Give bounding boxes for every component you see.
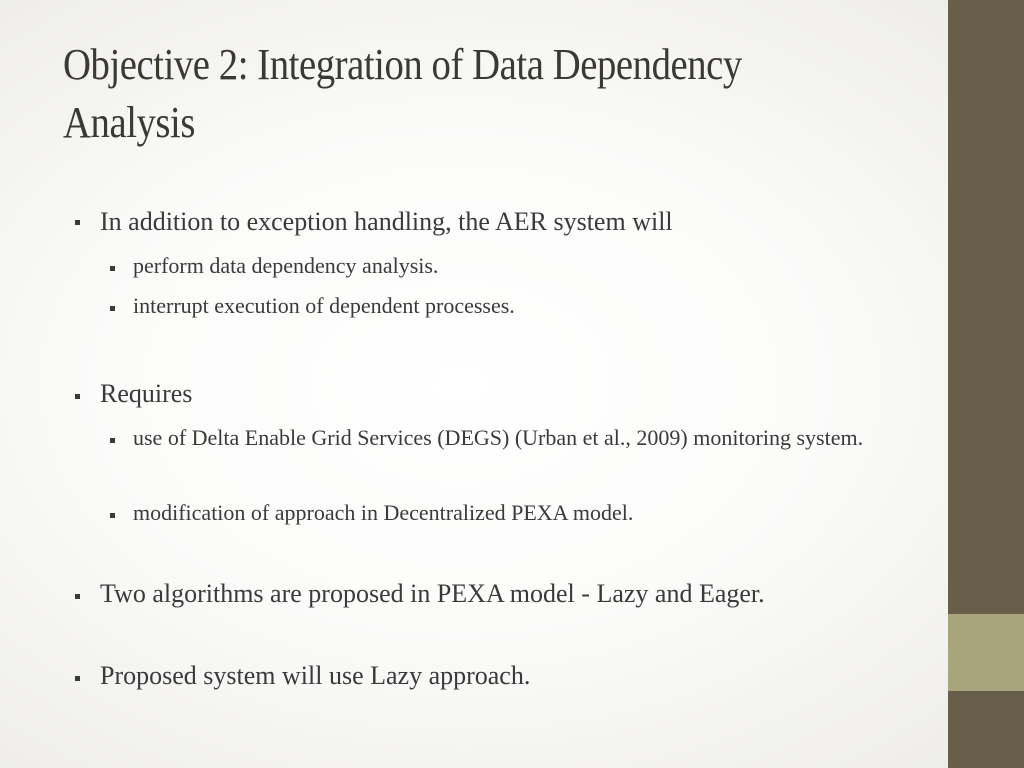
bullet-item: Proposed system will use Lazy approach. (100, 661, 531, 690)
sub-bullet-marker (110, 438, 115, 443)
bullet-marker (75, 676, 80, 681)
sub-bullet-item: modification of approach in Decentralized PEXA model. (133, 500, 634, 525)
bullet-marker (75, 594, 80, 599)
sub-bullet-item: interrupt execution of dependent processes. (133, 293, 515, 318)
slide-title: Objective 2: Integration of Data Dependency Analysis (63, 40, 742, 147)
bullet-marker (75, 220, 80, 225)
sub-bullet-item: use of Delta Enable Grid Services (DEGS) (Urban et al., 2009) monitoring system. (133, 425, 864, 450)
bullet-item: In addition to exception handling, the AER system will (100, 207, 673, 236)
sub-bullet-item: perform data dependency analysis. (133, 253, 439, 278)
sub-bullet-marker (110, 306, 115, 311)
sub-bullet-marker (110, 266, 115, 271)
bullet-item: Two algorithms are proposed in PEXA model - Lazy and Eager. (100, 579, 765, 608)
decorative-sidebar (948, 0, 1024, 768)
sub-bullet-marker (110, 513, 115, 518)
bullet-marker (75, 394, 80, 399)
sidebar-accent-block (948, 614, 1024, 691)
bullet-item: Requires (100, 379, 193, 408)
